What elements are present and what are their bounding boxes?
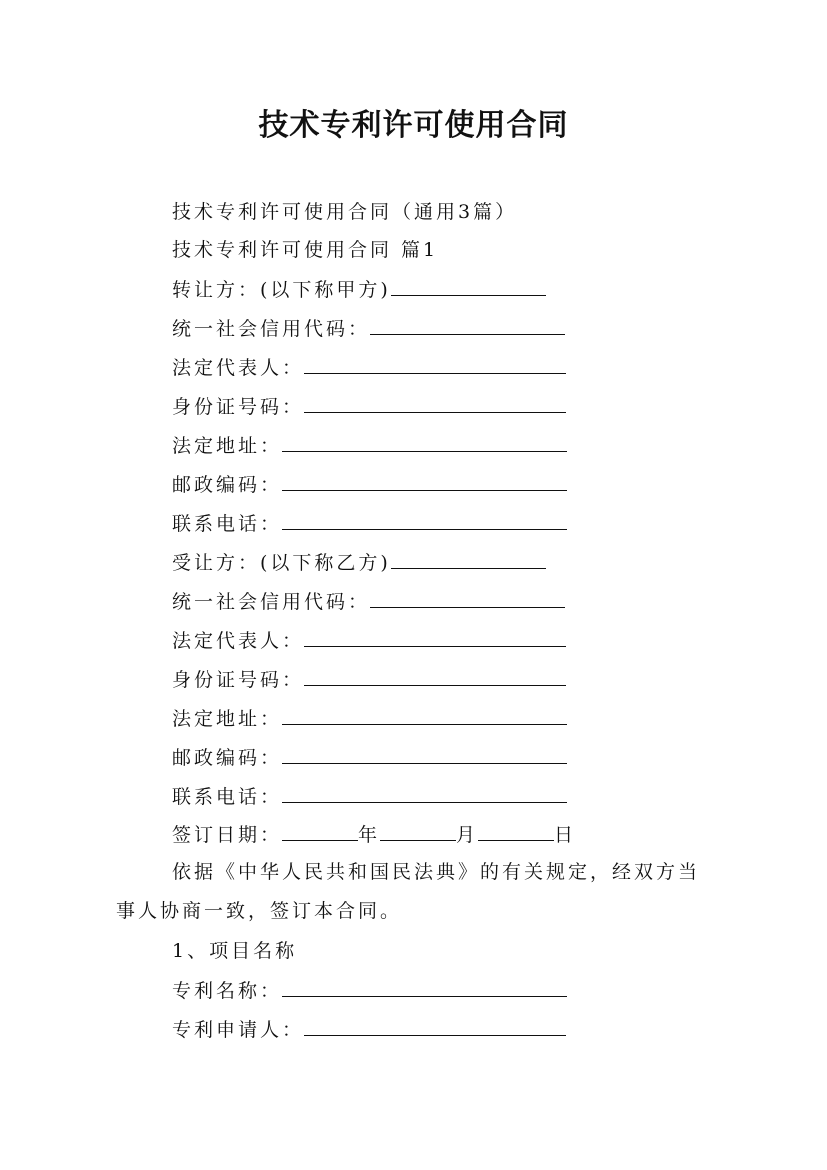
party-b-address-blank[interactable] [282,706,567,725]
patent-name-line [172,978,567,1003]
party-a-representative-blank[interactable] [304,355,566,374]
party-b-credit-code-label: 统一社会信用代码： [172,591,371,613]
party-a-id-blank[interactable] [304,394,566,413]
party-a-postcode-label: 邮政编码： [172,474,283,496]
party-a-line [172,277,546,302]
sign-day-label: 日 [554,824,577,846]
party-b-postcode-blank[interactable] [282,745,567,764]
party-a-phone-label: 联系电话： [172,513,283,535]
party-b-line [172,550,546,575]
party-a-representative-label: 法定代表人： [172,357,305,379]
document-title: 技术专利许可使用合同 [258,108,569,143]
party-b-label: 受让方：(以下称乙方) [172,552,391,574]
party-b-representative-line [172,628,566,653]
party-b-id-blank[interactable] [304,667,566,686]
party-b-address-line [172,706,567,731]
sign-year-blank[interactable] [282,822,358,841]
party-b-representative-blank[interactable] [304,628,566,647]
sign-date-line [172,822,576,847]
sign-month-label: 月 [456,824,479,846]
party-a-label: 转让方：(以下称甲方) [172,279,391,301]
party-b-phone-label: 联系电话： [172,786,283,808]
party-a-phone-line [172,511,567,536]
patent-name-blank[interactable] [282,978,567,997]
patent-applicant-blank[interactable] [304,1017,566,1036]
party-a-postcode-line [172,472,567,497]
party-b-postcode-line [172,745,567,770]
party-b-postcode-label: 邮政编码： [172,747,283,769]
patent-name-label: 专利名称： [172,980,283,1002]
article-heading: 技术专利许可使用合同 篇1 [172,239,439,261]
party-b-credit-code-line [172,589,565,614]
sign-day-blank[interactable] [478,822,554,841]
party-a-address-line [172,433,567,458]
section-1-heading: 1、项目名称 [172,940,298,962]
party-a-address-label: 法定地址： [172,435,283,457]
party-a-address-blank[interactable] [282,433,567,452]
party-a-credit-code-blank[interactable] [370,316,565,335]
subtitle: 技术专利许可使用合同（通用3篇） [172,201,518,223]
party-b-phone-blank[interactable] [282,784,567,803]
patent-applicant-label: 专利申请人： [172,1019,305,1041]
party-b-blank[interactable] [391,550,546,569]
party-b-phone-line [172,784,567,809]
party-a-id-line [172,394,566,419]
party-b-id-label: 身份证号码： [172,669,305,691]
party-a-blank[interactable] [391,277,546,296]
intro-paragraph: 依据《中华人民共和国民法典》的有关规定，经双方当事人协商一致，签订本合同。 [116,861,701,922]
party-a-id-label: 身份证号码： [172,396,305,418]
party-b-id-line [172,667,566,692]
patent-applicant-line [172,1017,566,1042]
party-a-phone-blank[interactable] [282,511,567,530]
party-b-credit-code-blank[interactable] [370,589,565,608]
party-a-credit-code-line [172,316,565,341]
party-a-credit-code-label: 统一社会信用代码： [172,318,371,340]
sign-year-label: 年 [358,824,381,846]
party-a-postcode-blank[interactable] [282,472,567,491]
sign-date-label: 签订日期： [172,824,283,846]
sign-month-blank[interactable] [380,822,456,841]
party-a-representative-line [172,355,566,380]
party-b-address-label: 法定地址： [172,708,283,730]
party-b-representative-label: 法定代表人： [172,630,305,652]
